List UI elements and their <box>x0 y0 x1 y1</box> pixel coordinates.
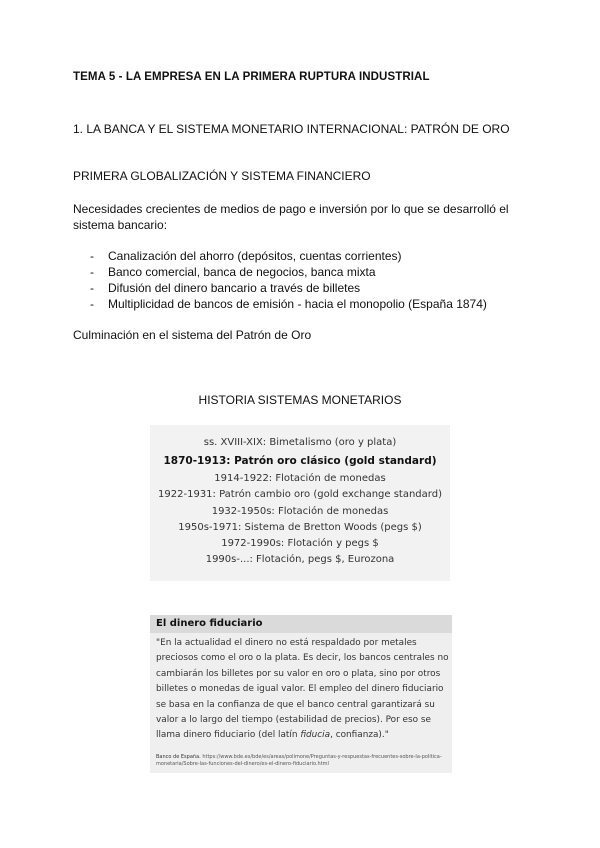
history-line-highlight: 1870-1913: Patrón oro clásico (gold standard) <box>163 455 437 467</box>
list-item-text: Difusión del dinero bancario a través de billetes <box>108 281 361 295</box>
quote-line: preciosos como el oro o la plata. Es decir, los bancos centrales no <box>156 653 449 664</box>
list-item <box>90 248 487 264</box>
bullet-dash: - <box>90 297 94 311</box>
history-line: 1972-1990s: Flotación y pegs $ <box>221 538 379 549</box>
bullet-dash: - <box>90 281 94 295</box>
source-label: Banco de España. <box>156 754 201 760</box>
fiat-money-box <box>150 615 452 773</box>
fiat-box-header <box>150 615 452 633</box>
fiat-source <box>156 754 448 768</box>
history-heading: HISTORIA SISTEMAS MONETARIOS <box>198 393 402 407</box>
intro-line-1: Necesidades crecientes de medios de pago e inversión por lo que se desarrolló el <box>73 202 509 216</box>
fiat-box-title: El dinero fiduciario <box>156 618 263 629</box>
intro-paragraph <box>73 201 533 233</box>
history-line: 1950s-1971: Sistema de Bretton Woods (pegs $) <box>178 522 422 533</box>
quote-line: "En la actualidad el dinero no está respaldado por metales <box>156 638 417 648</box>
document-title: TEMA 5 - LA EMPRESA EN LA PRIMERA RUPTURA INDUSTRIAL <box>73 71 430 83</box>
bullet-dash: - <box>90 265 94 279</box>
list-item <box>90 280 487 296</box>
quote-text: llama dinero fiduciario (del latín <box>156 730 301 741</box>
list-item-text: Banco comercial, banca de negocios, banca mixta <box>108 265 376 279</box>
source-link[interactable]: https://www.bde.es/bde/es/areas/polimone/Preguntas-y-respuestas-frecuentes-sobre-la-politica-monetaria/Sobre-las-funciones-del-dinero/es-el-dinero-fiduciario.html <box>156 754 442 767</box>
subsection-heading: PRIMERA GLOBALIZACIÓN Y SISTEMA FINANCIERO <box>73 169 371 183</box>
quote-line: billetes o monedas de igual valor. El empleo del dinero fiduciario <box>156 684 444 695</box>
quote-italic-word: fiducia <box>300 730 331 741</box>
list-item-text: Canalización del ahorro (depósitos, cuentas corrientes) <box>108 249 402 263</box>
list-item <box>90 264 487 280</box>
conclusion-text: Culminación en el sistema del Patrón de Oro <box>73 328 312 342</box>
list-item-text: Multiplicidad de bancos de emisión - hacia el monopolio (España 1874) <box>108 297 487 311</box>
quote-line: valor a lo largo del tiempo (estabilidad de precios). Por eso se <box>156 715 431 726</box>
history-line: ss. XVIII-XIX: Bimetalismo (oro y plata) <box>203 437 397 448</box>
history-line: 1922-1931: Patrón cambio oro (gold exchange standard) <box>158 489 442 500</box>
quote-text: , confianza)." <box>330 730 389 741</box>
history-line: 1990s-...: Flotación, pegs $, Eurozona <box>205 554 395 565</box>
quote-line: cambiarán los billetes por su valor en oro o plata, sino por otros <box>156 668 441 679</box>
bullet-dash: - <box>90 249 94 263</box>
intro-line-2: sistema bancario: <box>73 218 168 232</box>
list-item <box>90 296 487 312</box>
history-line: 1914-1922: Flotación de monedas <box>214 473 386 484</box>
monetary-history-box <box>150 425 450 581</box>
history-line: 1932-1950s: Flotación de monedas <box>211 506 389 517</box>
bullet-list <box>90 248 487 312</box>
fiat-quote <box>156 636 452 744</box>
quote-line-last <box>156 728 452 743</box>
quote-line: se basa en la confianza de que el banco central garantizará su <box>156 699 435 710</box>
section-heading: 1. LA BANCA Y EL SISTEMA MONETARIO INTERNACIONAL: PATRÓN DE ORO <box>73 122 510 136</box>
